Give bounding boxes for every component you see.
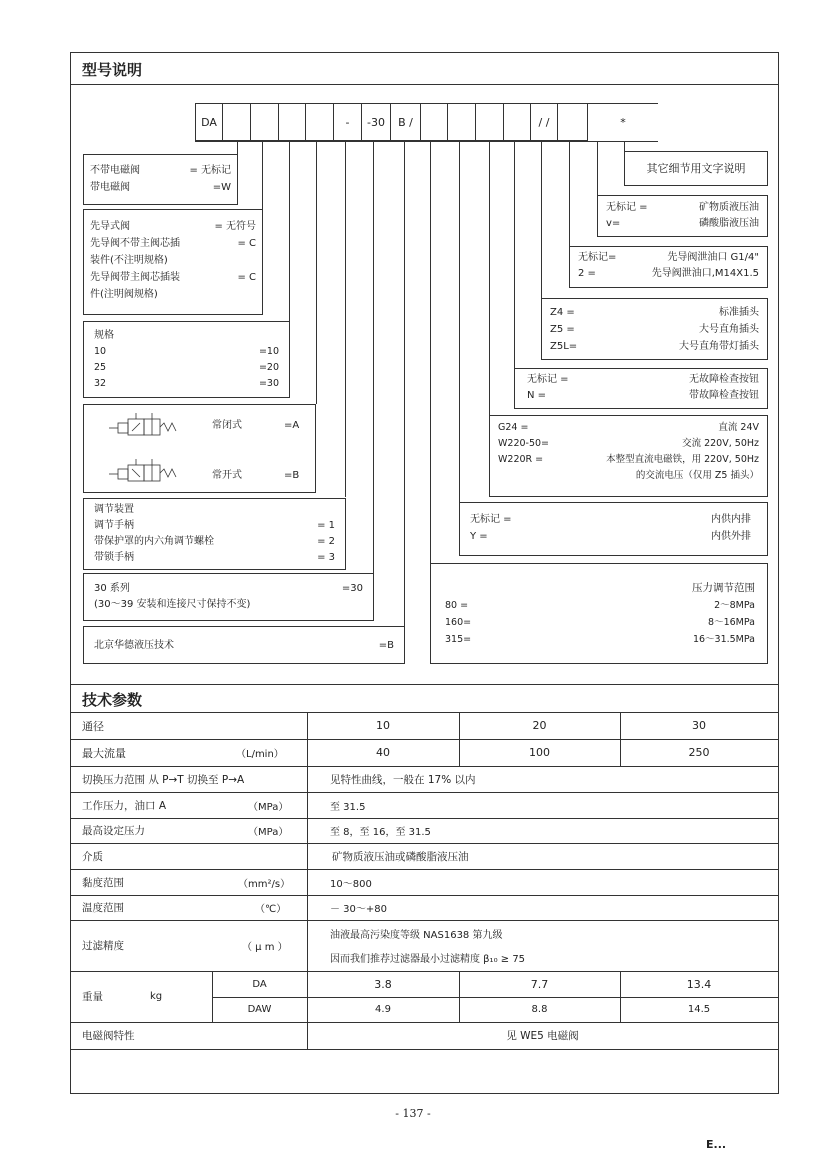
- pressure-title: 压力调节范围: [692, 582, 755, 594]
- weight-da-20: 7.7: [530, 977, 549, 991]
- corner-mark: E...: [706, 1138, 727, 1151]
- item-key: Y =: [470, 531, 488, 542]
- connector: [404, 141, 405, 626]
- series-box: [83, 573, 374, 621]
- code-cell: [475, 103, 503, 141]
- code-cell: B /: [390, 103, 420, 141]
- item-value: = 2: [317, 536, 335, 547]
- code-cell: [447, 103, 475, 141]
- item-value: 内供外排: [711, 531, 751, 542]
- solenoid-label: 带电磁阀: [90, 182, 130, 193]
- weight-daw-10: 4.9: [375, 1004, 391, 1015]
- max-set-label: 最高设定压力: [82, 825, 145, 837]
- item-key: 160=: [445, 617, 472, 628]
- list-item: [527, 388, 759, 404]
- list-item: [94, 518, 335, 534]
- weight-daw: DAW: [247, 1004, 272, 1015]
- list-item: [498, 420, 759, 436]
- weight-unit: kg: [150, 991, 163, 1002]
- item-value: 大号直角带灯插头: [679, 341, 759, 352]
- code-cell: -: [333, 103, 361, 141]
- viscosity-label: 黏度范围: [82, 876, 124, 889]
- code-cell: [420, 103, 447, 141]
- filter-value-1: 油液最高污染度等级 NAS1638 第九级: [330, 929, 503, 941]
- list-item: [94, 550, 335, 566]
- title-divider: [71, 84, 778, 85]
- pilot-label: 件(注明阀规格): [90, 289, 158, 300]
- item-value: 8～16MPa: [708, 617, 755, 628]
- table-line: [71, 920, 778, 921]
- item-value: 内供内排: [711, 514, 751, 525]
- item-key: 调节手柄: [94, 520, 134, 531]
- item-value: 先导阀泄油口 G1/4": [667, 252, 759, 263]
- solenoid-box: [83, 154, 238, 205]
- list-item: [606, 216, 759, 232]
- table-line: [71, 895, 778, 896]
- maker-box: [83, 626, 405, 664]
- button-box: [514, 368, 768, 409]
- solenoid-value: = 无标记: [189, 165, 231, 176]
- item-key: 315=: [445, 634, 472, 645]
- item-key: 25: [94, 362, 107, 373]
- item-value: 带故障检查按钮: [689, 390, 759, 401]
- table-line: [71, 1049, 778, 1050]
- adjust-title: 调节装置: [94, 504, 134, 515]
- pilot-label: 先导阀带主阀芯插装: [90, 272, 180, 283]
- item-value: 先导阀泄油口,M14X1.5: [651, 268, 759, 279]
- code-strip-top: [195, 103, 658, 104]
- switch-label: 切换压力范围 从 P→T 切换至 P→A: [82, 773, 245, 786]
- code-cell: [250, 103, 278, 141]
- switch-value: 见特性曲线，一般在 17% 以内: [330, 773, 476, 786]
- max-set-value: 至 8，至 16，至 31.5: [330, 827, 431, 838]
- weight-daw-30: 14.5: [687, 1004, 711, 1015]
- temp-unit: （℃）: [255, 904, 287, 915]
- code-cell: [503, 103, 530, 141]
- item-key: 带锁手柄: [94, 552, 134, 563]
- list-item: [578, 266, 759, 282]
- pressure-box: [430, 563, 768, 664]
- maker-label: 北京华德液压技术: [94, 640, 174, 651]
- item-key: 带保护罩的内六角调节螺栓: [94, 536, 214, 547]
- temp-label: 温度范围: [82, 902, 124, 914]
- nominal-10: 10: [376, 719, 390, 732]
- list-item: [470, 511, 751, 528]
- connector: [237, 141, 238, 154]
- item-key: 无标记 =: [470, 514, 512, 525]
- pilot-label: 装件(不注明规格): [90, 255, 168, 266]
- item-key: Z4 =: [550, 307, 575, 318]
- valve-symbol-no-icon: [104, 457, 184, 487]
- list-item: [94, 376, 279, 392]
- series-label: 30 系列: [94, 583, 130, 594]
- item-value: 标准插头: [719, 307, 759, 318]
- adjust-box: [83, 498, 346, 570]
- code-cell: -30: [361, 103, 390, 141]
- voltage-box: [489, 415, 768, 497]
- solenoid-char-value: 见 WE5 电磁阀: [506, 1030, 579, 1042]
- flow-20: 100: [529, 746, 550, 759]
- section-divider: [71, 684, 778, 685]
- maker-value: =B: [378, 640, 394, 651]
- pilot-label: 先导式阀: [90, 221, 130, 232]
- weight-da-10: 3.8: [374, 977, 392, 991]
- solenoid-value: =W: [212, 182, 231, 193]
- list-item: [606, 200, 759, 216]
- item-key: Z5L=: [550, 341, 578, 352]
- tech-title: 技术参数: [82, 691, 143, 709]
- item-value: 磷酸脂液压油: [699, 218, 759, 229]
- nominal-30: 30: [692, 719, 706, 732]
- filter-value-2: 因而我们推荐过滤器最小过滤精度 β₁₀ ≥ 75: [330, 953, 526, 965]
- pilot-value: = C: [237, 272, 256, 283]
- viscosity-value: 10～800: [330, 878, 372, 890]
- item-value: 大号直角插头: [699, 324, 759, 335]
- code-cell: [278, 103, 305, 141]
- model-title: 型号说明: [82, 61, 143, 79]
- item-value: 直流 24V: [718, 422, 759, 433]
- nominal-label: 通径: [82, 719, 104, 733]
- work-unit: （MPa）: [248, 801, 289, 813]
- item-value: 本整型直流电磁铁，用 220V, 50Hz: [606, 454, 759, 465]
- item-value: =30: [258, 378, 279, 389]
- connector: [489, 141, 490, 415]
- code-cell: [222, 103, 250, 141]
- list-item: [445, 597, 755, 614]
- no-value: =B: [284, 470, 300, 481]
- list-item: [94, 534, 335, 550]
- weight-da-30: 13.4: [686, 977, 712, 991]
- item-key: W220R =: [498, 454, 544, 465]
- item-value: 无故障检查按钮: [689, 374, 759, 385]
- connector: [373, 141, 374, 573]
- list-item: [94, 360, 279, 376]
- code-cell: [305, 103, 333, 141]
- item-key: 10: [94, 346, 107, 357]
- item-key: 无标记 =: [606, 202, 648, 213]
- item-key: Z5 =: [550, 324, 575, 335]
- list-item: [550, 321, 759, 338]
- work-value: 至 31.5: [330, 801, 366, 813]
- plug-box: [541, 298, 768, 360]
- item-key: 2 =: [578, 268, 596, 279]
- connector: [289, 141, 290, 321]
- other-box: 其它细节用文字说明: [624, 151, 768, 186]
- page-number: - 137 -: [395, 1107, 431, 1120]
- symbol-box: [83, 404, 316, 493]
- medium-value: 矿物质液压油或磷酸脂液压油: [332, 850, 469, 863]
- medium-label: 介质: [82, 850, 103, 863]
- valve-symbol-nc-icon: [104, 411, 184, 441]
- solenoid-label: 不带电磁阀: [90, 165, 140, 176]
- code-strip-bottom: [195, 141, 658, 142]
- work-label: 工作压力，油口 A: [82, 799, 167, 812]
- flow-30: 250: [688, 746, 710, 759]
- connector: [345, 141, 346, 497]
- list-item: [550, 338, 759, 355]
- list-item: [578, 250, 759, 266]
- item-key: 32: [94, 378, 107, 389]
- nc-label: 常闭式: [212, 420, 242, 431]
- item-value: 16～31.5MPa: [692, 634, 755, 645]
- series-note: (30～39 安装和连接尺寸保持不变): [94, 599, 251, 610]
- connector: [569, 141, 570, 246]
- item-key: 无标记 =: [527, 374, 569, 385]
- size-title: 规格: [94, 330, 114, 341]
- connector: [514, 141, 515, 368]
- filter-unit: （ μ m ）: [242, 942, 288, 953]
- flow-label: 最大流量: [82, 746, 126, 760]
- connector: [430, 141, 431, 563]
- drain-box: [569, 246, 768, 288]
- item-value: 的交流电压（仅用 Z5 插头）: [635, 470, 759, 481]
- item-value: 2～8MPa: [714, 600, 755, 611]
- nominal-20: 20: [532, 719, 547, 732]
- flow-unit: （L/min）: [236, 749, 284, 760]
- weight-da: DA: [252, 978, 267, 990]
- solenoid-char-label: 电磁阀特性: [82, 1030, 135, 1042]
- list-item: [550, 304, 759, 321]
- item-key: 80 =: [445, 600, 469, 611]
- pilot-value: = C: [237, 238, 256, 249]
- pilot-box: [83, 209, 263, 315]
- item-value: 交流 220V, 50Hz: [682, 438, 759, 449]
- connector: [541, 141, 542, 298]
- connector: [597, 141, 598, 195]
- item-value: 矿物质液压油: [699, 202, 759, 213]
- supply-box: [459, 502, 768, 556]
- weight-daw-20: 8.8: [531, 1004, 548, 1015]
- list-item: [498, 452, 759, 468]
- size-box: [83, 321, 290, 398]
- item-key: N =: [527, 390, 547, 401]
- pilot-value: = 无符号: [214, 221, 256, 232]
- list-item: [94, 344, 279, 360]
- item-value: = 3: [317, 552, 335, 563]
- item-key: v=: [606, 218, 621, 229]
- no-label: 常开式: [212, 470, 242, 481]
- list-item: [470, 528, 751, 545]
- connector: [624, 141, 625, 151]
- item-value: =10: [258, 346, 279, 357]
- connector: [459, 141, 460, 502]
- item-value: = 1: [317, 520, 335, 531]
- nc-value: =A: [284, 420, 300, 431]
- temp-value: － 30～+80: [330, 904, 388, 915]
- item-key: 无标记=: [578, 252, 617, 263]
- weight-label: 重量: [82, 991, 103, 1003]
- list-item: [527, 372, 759, 388]
- item-key: G24 =: [498, 422, 529, 433]
- pilot-label: 先导阀不带主阀芯插: [90, 238, 180, 249]
- list-item: [498, 468, 759, 484]
- list-item: [498, 436, 759, 452]
- code-cell: DA: [195, 103, 222, 141]
- connector: [316, 141, 317, 404]
- filter-label: 过滤精度: [82, 940, 124, 952]
- fluid-box: [597, 195, 768, 237]
- table-line: [71, 792, 778, 793]
- code-cell: [557, 103, 587, 141]
- viscosity-unit: （mm²/s）: [238, 878, 291, 890]
- connector: [262, 141, 263, 209]
- item-key: W220-50=: [498, 438, 550, 449]
- list-item: [445, 614, 755, 631]
- code-cell: *: [587, 103, 658, 141]
- item-value: =20: [258, 362, 279, 373]
- max-set-unit: （MPa）: [248, 827, 289, 838]
- flow-10: 40: [376, 746, 390, 759]
- list-item: [445, 631, 755, 648]
- code-cell: / /: [530, 103, 557, 141]
- table-line: [71, 869, 778, 870]
- series-value: =30: [341, 583, 363, 594]
